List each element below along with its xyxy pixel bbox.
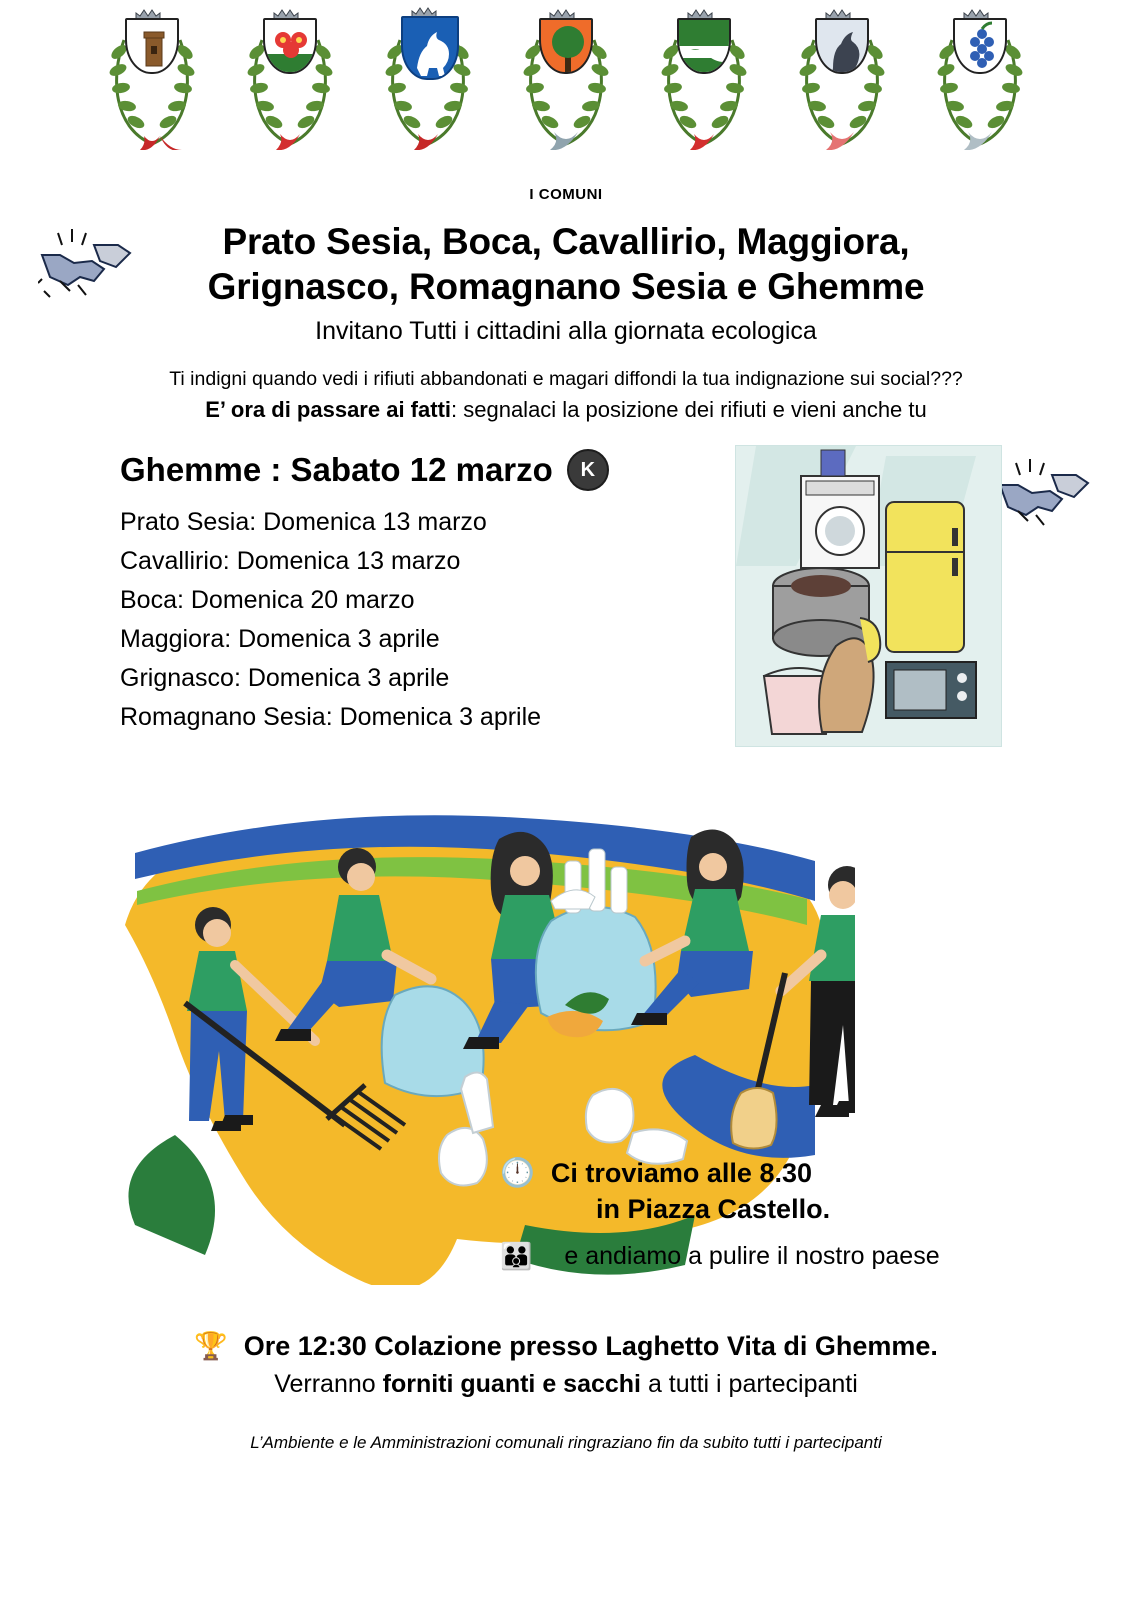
tower-charge	[127, 20, 179, 74]
tree-charge	[541, 20, 593, 74]
lion-charge	[817, 20, 869, 74]
shield	[263, 18, 317, 88]
supplies-prefix: Verranno	[274, 1370, 383, 1398]
call-to-action	[0, 397, 1132, 423]
meeting-line-3: e andiamo a pulire il nostro paese	[564, 1241, 940, 1270]
hill-charge	[679, 20, 731, 74]
supplies-suffix: a tutti i partecipanti	[641, 1370, 858, 1398]
title-block	[0, 219, 1132, 309]
list-item: Cavallirio: Domenica 13 marzo	[120, 547, 461, 576]
bulky-waste-clipart	[735, 445, 1002, 747]
horse-charge	[403, 18, 459, 80]
title-line-1: Prato Sesia, Boca, Cavallirio, Maggiora,	[222, 221, 910, 262]
indignation-text: Ti indigni quando vedi i rifiuti abbandonati e magari diffondi la tua indignazione sui social???	[169, 368, 963, 391]
trophy-icon: 🏆	[194, 1331, 228, 1361]
handshake-icon	[38, 225, 134, 303]
crest-row	[0, 0, 1132, 170]
crest-romagnano-sesia	[792, 10, 892, 160]
crest-boca	[240, 10, 340, 160]
list-item: Romagnano Sesia: Domenica 3 aprile	[120, 703, 542, 732]
shield	[401, 16, 455, 86]
kiwanis-logo-icon: K	[567, 449, 609, 491]
crest-grignasco	[654, 10, 754, 160]
list-item: Prato Sesia: Domenica 13 marzo	[120, 508, 487, 537]
crest-prato-sesia	[102, 10, 202, 160]
crest-ghemme	[930, 10, 1030, 160]
shield	[125, 18, 179, 88]
grapes-charge	[955, 20, 1007, 74]
dates-section	[0, 449, 1132, 769]
subtitle: Invitano Tutti i cittadini alla giornata ecologica	[315, 317, 817, 346]
breakfast-row	[0, 1330, 1132, 1362]
main-date-text: Ghemme : Sabato 12 marzo	[120, 451, 553, 489]
list-item: Boca: Domenica 20 marzo	[120, 586, 415, 615]
footer	[0, 1330, 1132, 1453]
crest-maggiora	[516, 10, 616, 160]
meeting-people-row	[500, 1242, 1060, 1271]
cta-bold: E’ ora di passare ai fatti	[205, 397, 452, 423]
list-item: Maggiora: Domenica 3 aprile	[120, 625, 440, 654]
title-line-2: Grignasco, Romagnano Sesia e Ghemme	[207, 266, 925, 308]
flowers-charge	[265, 20, 317, 74]
breakfast-text: Ore 12:30 Colazione presso Laghetto Vita di Ghemme.	[243, 1330, 938, 1361]
meeting-info	[500, 1155, 1060, 1271]
meeting-line-1: Ci troviamo alle 8.30	[550, 1158, 812, 1188]
clock-icon: 🕛	[500, 1157, 535, 1189]
list-item: Grignasco: Domenica 3 aprile	[120, 664, 450, 693]
people-icon: 👪	[500, 1241, 533, 1272]
shield	[677, 18, 731, 88]
shield	[815, 18, 869, 88]
thanks-note: L’Ambiente e le Amministrazioni comunali ringraziano fin da subito tutti i partecipanti	[250, 1433, 882, 1452]
meeting-time-row	[500, 1155, 1060, 1191]
supplies-bold: forniti guanti e sacchi	[382, 1370, 641, 1398]
cta-rest: : segnalaci la posizione dei rifiuti e vieni anche tu	[451, 397, 927, 423]
comuni-label: I COMUNI	[529, 186, 603, 203]
crest-cavallirio	[378, 10, 478, 160]
shield	[953, 18, 1007, 88]
meeting-line-2: in Piazza Castello.	[596, 1194, 831, 1225]
shield	[539, 18, 593, 88]
supplies-text	[0, 1370, 1132, 1399]
